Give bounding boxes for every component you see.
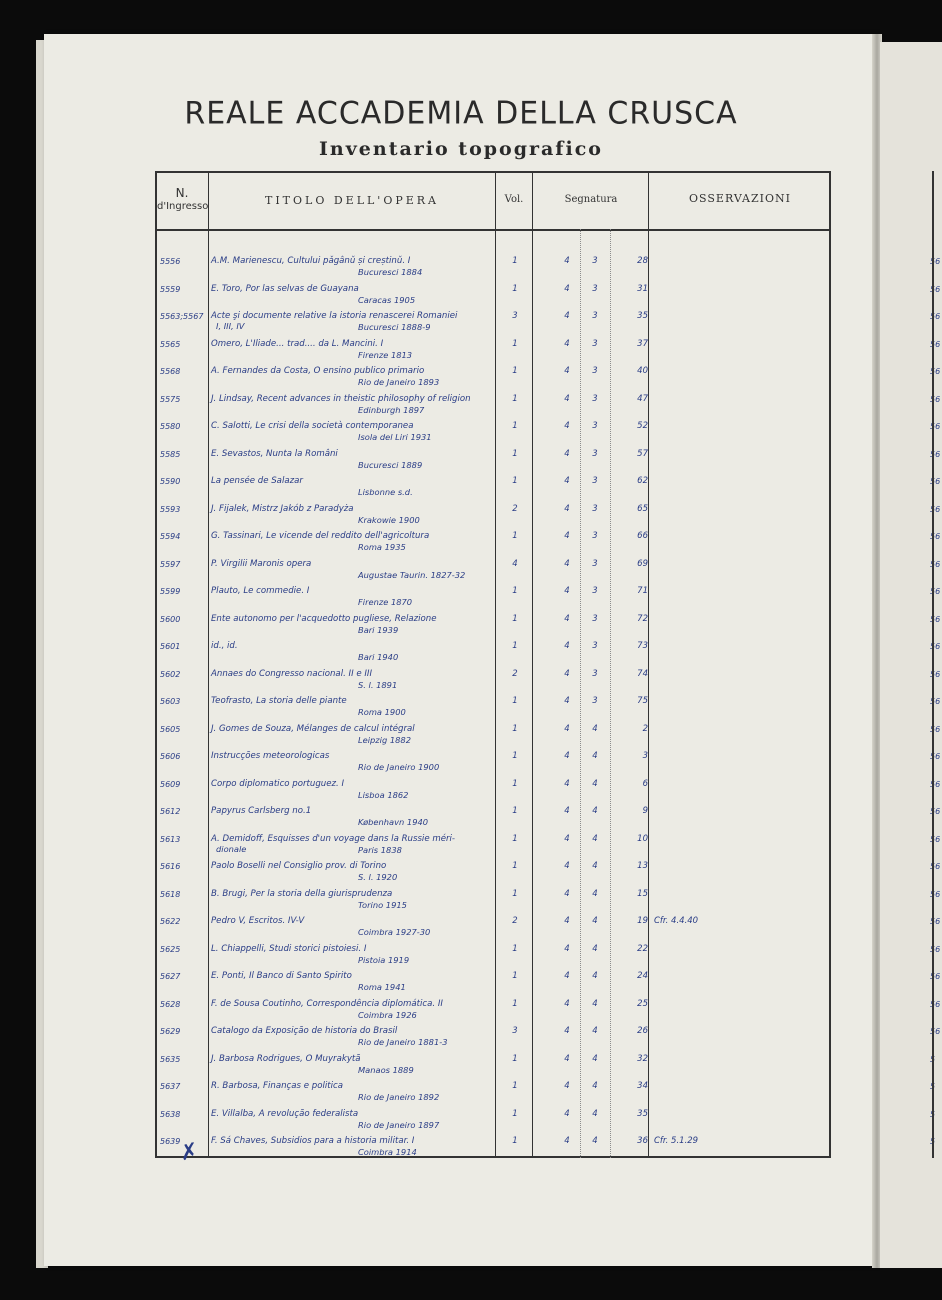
shelfmark-shelf: 4 bbox=[592, 1108, 598, 1119]
facing-page-entry-number: 56 bbox=[930, 614, 941, 624]
entry-volumes: 1 bbox=[512, 531, 518, 541]
shelfmark-position: 10 bbox=[637, 833, 648, 844]
shelfmark-shelf: 3 bbox=[592, 613, 598, 624]
facing-page-entry-number: 56 bbox=[930, 972, 941, 981]
shelfmark-case: 4 bbox=[564, 613, 570, 624]
entry-volumes: 4 bbox=[512, 558, 518, 569]
column-header-title: TITOLO DELL'OPERA bbox=[264, 194, 439, 207]
entry-place-date: Coimbra 1914 bbox=[358, 1147, 417, 1157]
segnatura-subdivider bbox=[580, 229, 581, 1158]
column-header-segnatura: Segnatura bbox=[564, 194, 618, 205]
entry-number: 5618 bbox=[160, 889, 181, 899]
facing-page-entry-number: 56 bbox=[930, 477, 941, 486]
handwritten-check-mark: ✗ bbox=[177, 1138, 201, 1167]
shelfmark-shelf: 3 bbox=[592, 393, 598, 404]
facing-page-entry-number: 56 bbox=[930, 532, 941, 541]
shelfmark-position: 65 bbox=[637, 503, 648, 514]
shelfmark-case: 4 bbox=[564, 998, 570, 1009]
facing-page-entry-number: 56 bbox=[930, 339, 941, 349]
entry-place-date: S. l. 1920 bbox=[358, 872, 398, 882]
entry-volumes: 1 bbox=[512, 1108, 518, 1119]
entry-volumes: 1 bbox=[512, 338, 518, 349]
entry-number: 5635 bbox=[160, 1054, 181, 1064]
entry-number: 5622 bbox=[160, 917, 181, 926]
entry-title: Paolo Boselli nel Consiglio prov. di Torino bbox=[211, 861, 387, 871]
entry-title: F. de Sousa Coutinho, Correspondência diplomática. II bbox=[211, 998, 443, 1009]
entry-volumes: 1 bbox=[512, 641, 518, 651]
shelfmark-position: 57 bbox=[637, 448, 648, 459]
shelfmark-position: 40 bbox=[637, 366, 648, 376]
entry-place-date: Bucuresci 1888-9 bbox=[358, 322, 431, 332]
facing-page-entry-number: 56 bbox=[930, 834, 941, 844]
shelfmark-position: 47 bbox=[637, 393, 648, 404]
shelfmark-shelf: 3 bbox=[592, 448, 598, 459]
facing-page-entry-number: 56 bbox=[930, 559, 941, 569]
facing-page-entry-number: 56 bbox=[930, 422, 941, 431]
entry-number: 5637 bbox=[160, 1082, 181, 1091]
entry-place-date: Roma 1941 bbox=[358, 982, 406, 992]
entry-volumes: 2 bbox=[512, 503, 518, 514]
entry-volumes: 1 bbox=[512, 476, 518, 486]
entry-place-date: Isola del Liri 1931 bbox=[358, 432, 432, 442]
entry-title: L. Chiappelli, Studi storici pistoiesi. I bbox=[211, 943, 367, 954]
entry-number: 5601 bbox=[160, 642, 181, 651]
shelfmark-shelf: 3 bbox=[592, 256, 598, 266]
entry-place-date: Bari 1939 bbox=[358, 624, 399, 635]
entry-volumes: 1 bbox=[512, 366, 518, 376]
shelfmark-position: 24 bbox=[637, 971, 648, 981]
facing-page-entry-number: 56 bbox=[930, 807, 941, 816]
shelfmark-position: 15 bbox=[637, 888, 648, 899]
shelfmark-case: 4 bbox=[564, 311, 570, 321]
shelfmark-case: 4 bbox=[564, 531, 570, 541]
facing-page-entry-number: 56 bbox=[930, 394, 941, 404]
shelfmark-case: 4 bbox=[564, 1136, 570, 1146]
header-rule bbox=[155, 229, 831, 231]
shelfmark-position: 32 bbox=[637, 1053, 648, 1064]
entry-volumes: 2 bbox=[512, 668, 518, 679]
entry-place-date: Manaos 1889 bbox=[358, 1064, 414, 1075]
shelfmark-case: 4 bbox=[564, 833, 570, 844]
facing-page-entry-number: 56 bbox=[930, 312, 941, 321]
shelfmark-shelf: 4 bbox=[592, 943, 598, 954]
facing-page-entry-number: 5 bbox=[930, 1137, 936, 1146]
facing-page-entry-number: 5 bbox=[930, 1109, 936, 1119]
entry-number: 5590 bbox=[160, 477, 181, 486]
shelfmark-shelf: 4 bbox=[592, 1136, 598, 1146]
entry-place-date: Caracas 1905 bbox=[358, 294, 416, 305]
facing-page-entry-number: 56 bbox=[930, 449, 941, 459]
shelfmark-shelf: 4 bbox=[592, 888, 598, 899]
entry-observation: Cfr. 4.4.40 bbox=[654, 916, 699, 926]
shelfmark-shelf: 3 bbox=[592, 283, 598, 294]
shelfmark-shelf: 3 bbox=[592, 668, 598, 679]
entry-title: G. Tassinari, Le vicende del reddito dell'agricoltura bbox=[211, 531, 430, 541]
entry-number: 5603 bbox=[160, 697, 181, 706]
shelfmark-shelf: 4 bbox=[592, 916, 598, 926]
entry-title: A. Fernandes da Costa, O ensino publico primario bbox=[211, 366, 425, 376]
entry-volumes: 1 bbox=[512, 283, 518, 294]
entry-number: 5639 bbox=[160, 1137, 181, 1146]
entry-number: 5568 bbox=[160, 367, 181, 376]
entry-title-continued: dionale bbox=[216, 843, 247, 854]
entry-volumes: 1 bbox=[512, 696, 518, 706]
entry-title: Acte şi documente relative la istoria renascerei Romaniei bbox=[211, 311, 458, 321]
entry-title: J. Barbosa Rodrigues, O Muyrakytã bbox=[211, 1053, 361, 1064]
entry-volumes: 1 bbox=[512, 806, 518, 816]
entry-number: 5580 bbox=[160, 422, 181, 431]
entry-place-date: Firenze 1813 bbox=[358, 349, 413, 360]
entry-place-date: Paris 1838 bbox=[358, 844, 402, 855]
shelfmark-position: 2 bbox=[642, 723, 648, 734]
entry-title: Omero, L'Iliade... trad.... da L. Mancini. I bbox=[211, 338, 384, 349]
entry-volumes: 1 bbox=[512, 613, 518, 624]
shelfmark-case: 4 bbox=[564, 338, 570, 349]
entry-title: Pedro V, Escritos. IV-V bbox=[211, 916, 305, 926]
entry-place-date: Lisboa 1862 bbox=[358, 789, 409, 800]
entry-number: 5597 bbox=[160, 559, 181, 569]
entry-number: 5628 bbox=[160, 999, 181, 1009]
shelfmark-shelf: 3 bbox=[592, 366, 598, 376]
shelfmark-position: 71 bbox=[637, 586, 648, 596]
facing-page-entry-number: 56 bbox=[930, 669, 941, 679]
entry-number: 5556 bbox=[160, 257, 181, 266]
entry-volumes: 3 bbox=[512, 1026, 518, 1036]
facing-page-entry-number: 56 bbox=[930, 642, 941, 651]
entry-number: 5609 bbox=[160, 779, 181, 789]
entry-title: B. Brugi, Per la storia della giurisprudenza bbox=[211, 888, 393, 899]
entry-title: La pensée de Salazar bbox=[211, 476, 303, 486]
entry-number: 5606 bbox=[160, 752, 181, 761]
shelfmark-position: 26 bbox=[637, 1026, 648, 1036]
shelfmark-case: 4 bbox=[564, 256, 570, 266]
shelfmark-position: 36 bbox=[637, 1136, 648, 1146]
shelfmark-shelf: 4 bbox=[592, 998, 598, 1009]
shelfmark-position: 9 bbox=[642, 806, 648, 816]
shelfmark-case: 4 bbox=[564, 723, 570, 734]
entry-place-date: S. l. 1891 bbox=[358, 679, 398, 690]
column-header-osservazioni: OSSERVAZIONI bbox=[689, 192, 791, 205]
entry-volumes: 1 bbox=[512, 778, 518, 789]
column-divider bbox=[495, 171, 496, 1158]
facing-page-entry-number: 56 bbox=[930, 944, 941, 954]
shelfmark-case: 4 bbox=[564, 943, 570, 954]
shelfmark-shelf: 3 bbox=[592, 696, 598, 706]
entry-volumes: 1 bbox=[512, 833, 518, 844]
entry-volumes: 1 bbox=[512, 943, 518, 954]
shelfmark-case: 4 bbox=[564, 751, 570, 761]
shelfmark-case: 4 bbox=[564, 421, 570, 431]
shelfmark-position: 31 bbox=[637, 283, 648, 294]
entry-title: P. Virgilii Maronis opera bbox=[211, 558, 312, 569]
shelfmark-case: 4 bbox=[564, 861, 570, 871]
entry-volumes: 1 bbox=[512, 998, 518, 1009]
entry-title: Papyrus Carlsberg no.1 bbox=[211, 806, 312, 816]
shelfmark-shelf: 4 bbox=[592, 971, 598, 981]
entry-number: 5638 bbox=[160, 1109, 181, 1119]
entry-number: 5627 bbox=[160, 972, 181, 981]
entry-place-date: Rio de Janeiro 1892 bbox=[358, 1092, 440, 1102]
facing-page-entry-number: 56 bbox=[930, 284, 941, 294]
entry-place-date: Rio de Janeiro 1893 bbox=[358, 377, 440, 387]
shelfmark-case: 4 bbox=[564, 971, 570, 981]
entry-title: C. Salotti, Le crisi della società contemporanea bbox=[211, 421, 414, 431]
shelfmark-position: 52 bbox=[637, 421, 648, 431]
shelfmark-case: 4 bbox=[564, 888, 570, 899]
shelfmark-case: 4 bbox=[564, 1108, 570, 1119]
shelfmark-case: 4 bbox=[564, 366, 570, 376]
entry-volumes: 1 bbox=[512, 1053, 518, 1064]
shelfmark-position: 22 bbox=[637, 943, 648, 954]
column-header-vol: Vol. bbox=[504, 194, 524, 205]
shelfmark-position: 69 bbox=[637, 558, 648, 569]
entry-title: Catalogo da Exposição de historia do Brasil bbox=[211, 1026, 398, 1036]
shelfmark-position: 3 bbox=[642, 751, 648, 761]
shelfmark-case: 4 bbox=[564, 393, 570, 404]
entry-number: 5563;5567 bbox=[160, 312, 204, 321]
shelfmark-case: 4 bbox=[564, 283, 570, 294]
shelfmark-shelf: 3 bbox=[592, 558, 598, 569]
entry-volumes: 1 bbox=[512, 393, 518, 404]
shelfmark-shelf: 4 bbox=[592, 723, 598, 734]
shelfmark-case: 4 bbox=[564, 476, 570, 486]
entry-place-date: Edinburgh 1897 bbox=[358, 404, 425, 415]
facing-page-entry-number: 56 bbox=[930, 889, 941, 899]
shelfmark-shelf: 4 bbox=[592, 1026, 598, 1036]
shelfmark-position: 62 bbox=[637, 476, 648, 486]
entry-place-date: Torino 1915 bbox=[358, 899, 407, 910]
shelfmark-shelf: 3 bbox=[592, 476, 598, 486]
shelfmark-shelf: 4 bbox=[592, 861, 598, 871]
entry-volumes: 1 bbox=[512, 1081, 518, 1091]
shelfmark-position: 28 bbox=[637, 256, 648, 266]
shelfmark-position: 35 bbox=[637, 1108, 648, 1119]
entry-volumes: 1 bbox=[512, 586, 518, 596]
entry-place-date: Bucuresci 1884 bbox=[358, 267, 423, 277]
entry-number: 5612 bbox=[160, 807, 181, 816]
shelfmark-case: 4 bbox=[564, 668, 570, 679]
facing-page-entry-number: 56 bbox=[930, 587, 941, 596]
shelfmark-case: 4 bbox=[564, 696, 570, 706]
entry-place-date: København 1940 bbox=[358, 817, 429, 827]
entry-volumes: 3 bbox=[512, 311, 518, 321]
shelfmark-case: 4 bbox=[564, 558, 570, 569]
facing-page-table-edge bbox=[932, 171, 942, 1158]
entry-number: 5594 bbox=[160, 532, 181, 541]
shelfmark-case: 4 bbox=[564, 916, 570, 926]
entry-title: R. Barbosa, Finanças e politica bbox=[211, 1081, 343, 1091]
entry-title: E. Sevastos, Nunta la Români bbox=[211, 448, 338, 459]
facing-page-entry-number: 5 bbox=[930, 1054, 936, 1064]
column-divider bbox=[532, 171, 533, 1158]
entry-observation: Cfr. 5.1.29 bbox=[654, 1136, 699, 1146]
shelfmark-shelf: 4 bbox=[592, 806, 598, 816]
entry-title: J. Gomes de Souza, Mélanges de calcul intégral bbox=[211, 723, 415, 734]
shelfmark-shelf: 3 bbox=[592, 338, 598, 349]
entry-place-date: Firenze 1870 bbox=[358, 597, 413, 607]
entry-title: Plauto, Le commedie. I bbox=[211, 586, 310, 596]
entry-volumes: 1 bbox=[512, 751, 518, 761]
entry-number: 5613 bbox=[160, 834, 181, 844]
shelfmark-case: 4 bbox=[564, 641, 570, 651]
entry-volumes: 1 bbox=[512, 971, 518, 981]
entry-place-date: Roma 1900 bbox=[358, 707, 406, 717]
shelfmark-case: 4 bbox=[564, 1053, 570, 1064]
entry-place-date: Rio de Janeiro 1897 bbox=[358, 1119, 440, 1130]
entry-title: id., id. bbox=[211, 641, 238, 651]
shelfmark-case: 4 bbox=[564, 778, 570, 789]
entry-number: 5625 bbox=[160, 944, 181, 954]
page-title: REALE ACCADEMIA DELLA CRUSCA bbox=[184, 95, 738, 132]
facing-page-entry-number: 56 bbox=[930, 752, 941, 761]
shelfmark-shelf: 3 bbox=[592, 641, 598, 651]
entry-number: 5605 bbox=[160, 724, 181, 734]
entry-title: A. Demidoff, Esquisses d'un voyage dans la Russie méri- bbox=[211, 833, 456, 844]
entry-number: 5565 bbox=[160, 339, 181, 349]
shelfmark-case: 4 bbox=[564, 503, 570, 514]
shelfmark-case: 4 bbox=[564, 1026, 570, 1036]
entry-title: Teofrasto, La storia delle piante bbox=[211, 696, 347, 706]
entry-place-date: Coimbra 1927-30 bbox=[358, 927, 431, 937]
facing-page-entry-number: 56 bbox=[930, 697, 941, 706]
entry-place-date: Bari 1940 bbox=[358, 652, 399, 662]
entry-title: F. Sá Chaves, Subsidios para a historia militar. I bbox=[211, 1136, 415, 1146]
entry-volumes: 1 bbox=[512, 888, 518, 899]
shelfmark-position: 35 bbox=[637, 311, 648, 321]
shelfmark-case: 4 bbox=[564, 586, 570, 596]
entry-title: A.M. Marienescu, Cultului pǎgânǔ ṣi creṣtinǔ. I bbox=[211, 256, 411, 266]
column-divider bbox=[208, 171, 209, 1158]
entry-title: Annaes do Congresso nacional. II e III bbox=[211, 668, 372, 679]
facing-page-entry-number: 56 bbox=[930, 862, 941, 871]
shelfmark-shelf: 4 bbox=[592, 751, 598, 761]
entry-place-date: Bucuresci 1889 bbox=[358, 459, 423, 470]
entry-place-date: Rio de Janeiro 1900 bbox=[358, 762, 440, 772]
entry-place-date: Rio de Janeiro 1881-3 bbox=[358, 1037, 448, 1047]
entry-number: 5602 bbox=[160, 669, 181, 679]
entry-number: 5585 bbox=[160, 449, 181, 459]
facing-page-entry-number: 56 bbox=[930, 999, 941, 1009]
entry-title: Instrucções meteorologicas bbox=[211, 751, 330, 761]
entry-number: 5575 bbox=[160, 394, 181, 404]
entry-volumes: 1 bbox=[512, 723, 518, 734]
entry-number: 5593 bbox=[160, 504, 181, 514]
entry-volumes: 1 bbox=[512, 861, 518, 871]
shelfmark-position: 19 bbox=[637, 916, 648, 926]
shelfmark-position: 66 bbox=[637, 531, 648, 541]
shelfmark-position: 6 bbox=[642, 778, 648, 789]
shelfmark-position: 13 bbox=[637, 861, 648, 871]
entry-place-date: Roma 1935 bbox=[358, 542, 406, 552]
shelfmark-position: 72 bbox=[637, 613, 648, 624]
shelfmark-position: 75 bbox=[637, 696, 648, 706]
entry-volumes: 2 bbox=[512, 916, 518, 926]
entry-volumes: 1 bbox=[512, 448, 518, 459]
facing-page-entry-number: 56 bbox=[930, 1027, 941, 1036]
facing-page-entry-number: 56 bbox=[930, 257, 941, 266]
segnatura-subdivider bbox=[610, 229, 611, 1158]
entry-place-date: Leipzig 1882 bbox=[358, 734, 411, 745]
shelfmark-shelf: 4 bbox=[592, 833, 598, 844]
entry-place-date: Krakowie 1900 bbox=[358, 514, 420, 525]
entry-number: 5559 bbox=[160, 284, 181, 294]
shelfmark-position: 25 bbox=[637, 998, 648, 1009]
shelfmark-shelf: 3 bbox=[592, 586, 598, 596]
entry-number: 5600 bbox=[160, 614, 181, 624]
shelfmark-shelf: 4 bbox=[592, 1053, 598, 1064]
entry-number: 5616 bbox=[160, 862, 181, 871]
shelfmark-shelf: 3 bbox=[592, 421, 598, 431]
shelfmark-position: 74 bbox=[637, 668, 648, 679]
shelfmark-case: 4 bbox=[564, 448, 570, 459]
entry-title: Corpo diplomatico portuguez. I bbox=[211, 778, 345, 789]
shelfmark-case: 4 bbox=[564, 1081, 570, 1091]
column-header-number: N. d'Ingresso bbox=[157, 186, 209, 212]
entry-title-continued: I, III, IV bbox=[216, 321, 245, 331]
facing-page-entry-number: 56 bbox=[930, 367, 941, 376]
shelfmark-position: 37 bbox=[637, 338, 648, 349]
facing-page-entry-number: 56 bbox=[930, 504, 941, 514]
shelfmark-position: 34 bbox=[637, 1081, 648, 1091]
shelfmark-case: 4 bbox=[564, 806, 570, 816]
entry-place-date: Lisbonne s.d. bbox=[358, 487, 413, 497]
entry-place-date: Pistoia 1919 bbox=[358, 954, 410, 965]
entry-title: J. Fijalek, Mistrz Jakób z Paradyża bbox=[211, 503, 354, 514]
entry-title: E. Villalba, A revolução federalista bbox=[211, 1108, 359, 1119]
facing-page-entry-number: 56 bbox=[930, 917, 941, 926]
shelfmark-shelf: 3 bbox=[592, 311, 598, 321]
entry-place-date: Coimbra 1926 bbox=[358, 1009, 417, 1020]
column-divider bbox=[648, 171, 649, 1158]
facing-page-entry-number: 56 bbox=[930, 779, 941, 789]
entry-number: 5629 bbox=[160, 1027, 181, 1036]
entry-place-date: Augustae Taurin. 1827-32 bbox=[358, 569, 466, 580]
entry-volumes: 1 bbox=[512, 256, 518, 266]
entry-title: J. Lindsay, Recent advances in theistic philosophy of religion bbox=[211, 393, 471, 404]
entry-title: E. Toro, Por las selvas de Guayana bbox=[211, 283, 359, 294]
shelfmark-position: 73 bbox=[637, 641, 648, 651]
facing-page-entry-number: 56 bbox=[930, 724, 941, 734]
shelfmark-shelf: 3 bbox=[592, 503, 598, 514]
entry-volumes: 1 bbox=[512, 421, 518, 431]
facing-page-entry-number: 5 bbox=[930, 1082, 936, 1091]
entry-title: E. Ponti, Il Banco di Santo Spirito bbox=[211, 971, 352, 981]
page-subtitle: Inventario topografico bbox=[319, 138, 603, 160]
shelfmark-shelf: 4 bbox=[592, 1081, 598, 1091]
shelfmark-shelf: 3 bbox=[592, 531, 598, 541]
entry-number: 5599 bbox=[160, 587, 181, 596]
entry-title: Ente autonomo per l'acquedotto pugliese, Relazione bbox=[211, 613, 437, 624]
entry-volumes: 1 bbox=[512, 1136, 518, 1146]
shelfmark-shelf: 4 bbox=[592, 778, 598, 789]
